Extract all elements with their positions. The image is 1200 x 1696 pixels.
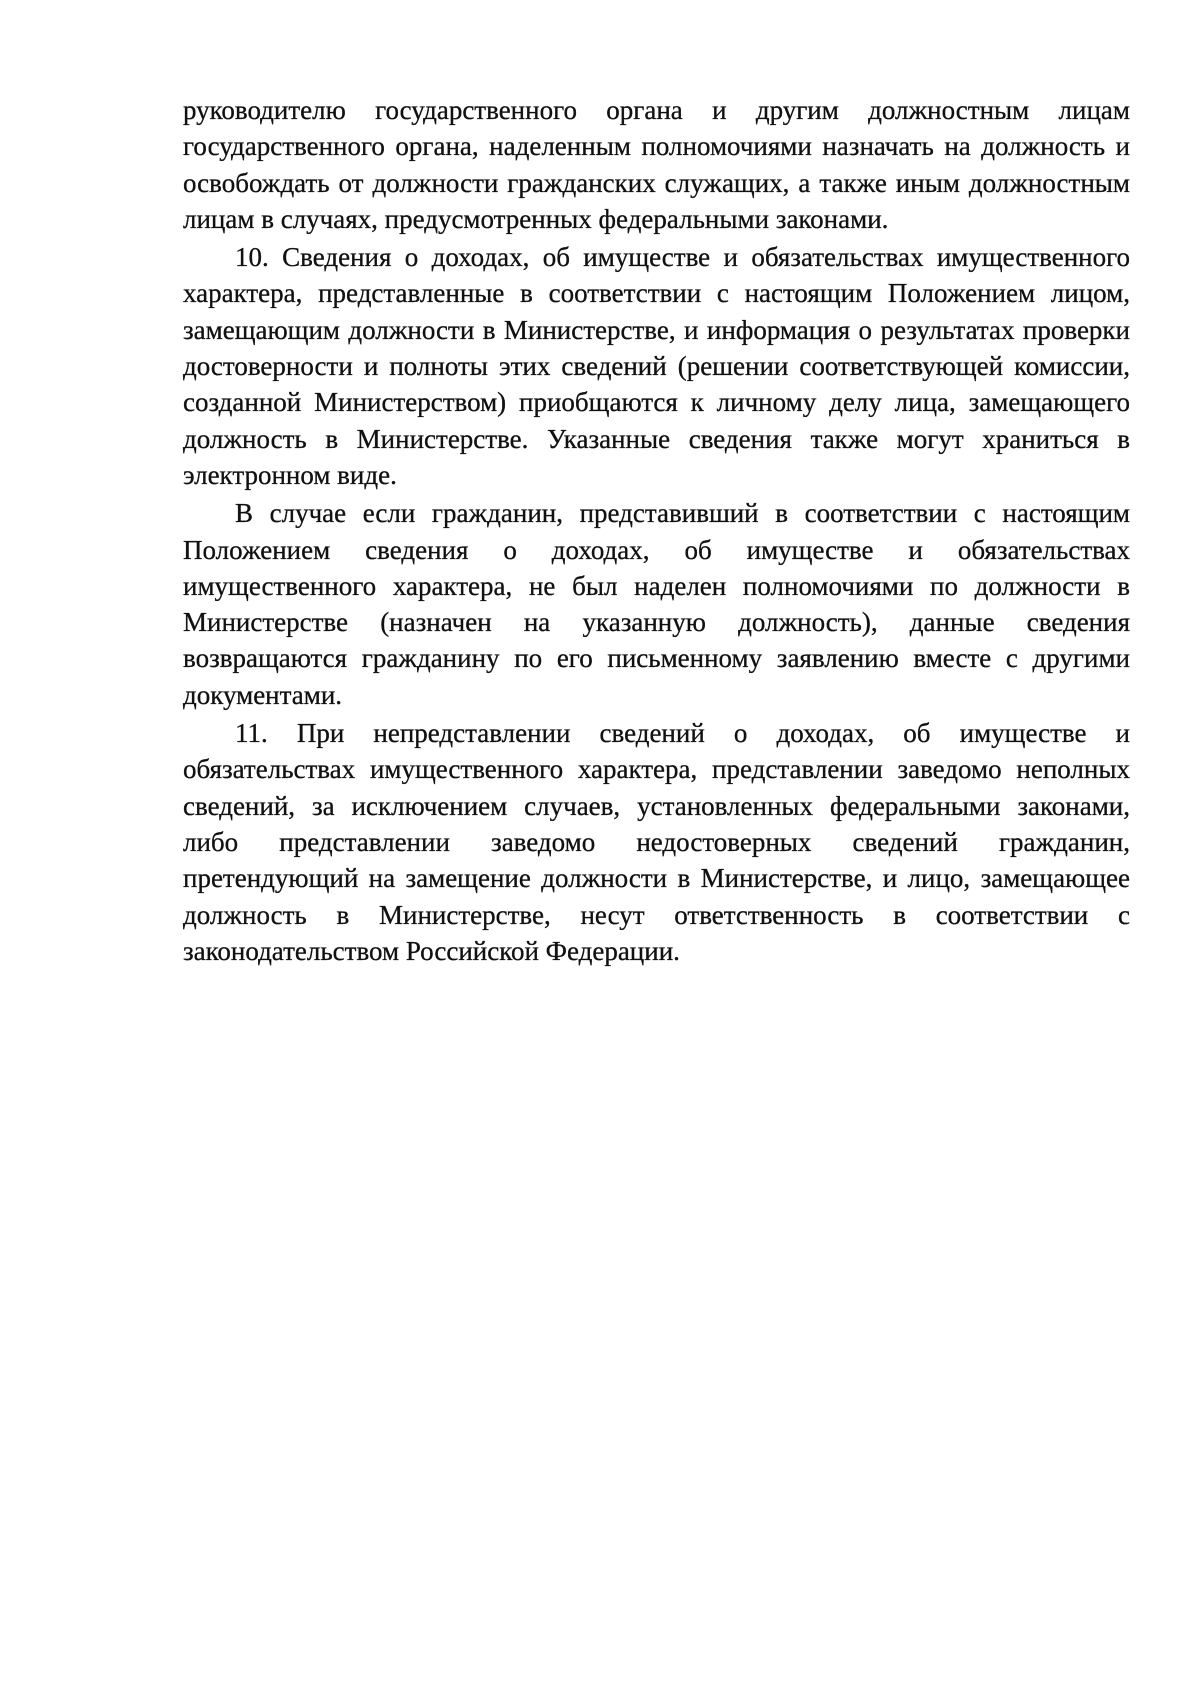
- paragraph-continuation: руководителю государственного органа и другим должностным лицам государственного органа, наделенным полномочиями назначать на должность и освобождать от должности гражданских служащих, а также иным должностным лицам в случаях, предусмотренных федеральными законами.: [183, 95, 1130, 234]
- paragraph-10: 10. Сведения о доходах, об имуществе и обязательствах имущественного характера, представленные в соответствии с настоящим Положением лицом, замещающим должности в Министерстве, и информация о результатах проверки достоверности и полноты этих сведений (решении соответствующей комиссии, созданной Министерством) приобщаются к личному делу лица, замещающего должность в Министерстве. Указанные сведения также могут храниться в электронном виде.: [183, 242, 1130, 490]
- document-body: [183, 92, 1130, 971]
- paragraph-11: 11. При непредставлении сведений о доходах, об имуществе и обязательствах имущественного характера, представлении заведомо неполных сведений, за исключением случаев, установленных федеральными законами, либо представлении заведомо недостоверных сведений гражданин, претендующий на замещение должности в Министерстве, и лицо, замещающее должность в Министерстве, несут ответственность в соответствии с законодательством Российской Федерации.: [183, 718, 1130, 966]
- paragraph-10-return: В случае если гражданин, представивший в соответствии с настоящим Положением сведения о доходах, об имуществе и обязательствах имущественного характера, не был наделен полномочиями по должности в Министерстве (назначен на указанную должность), данные сведения возвращаются гражданину по его письменному заявлению вместе с другими документами.: [183, 498, 1130, 710]
